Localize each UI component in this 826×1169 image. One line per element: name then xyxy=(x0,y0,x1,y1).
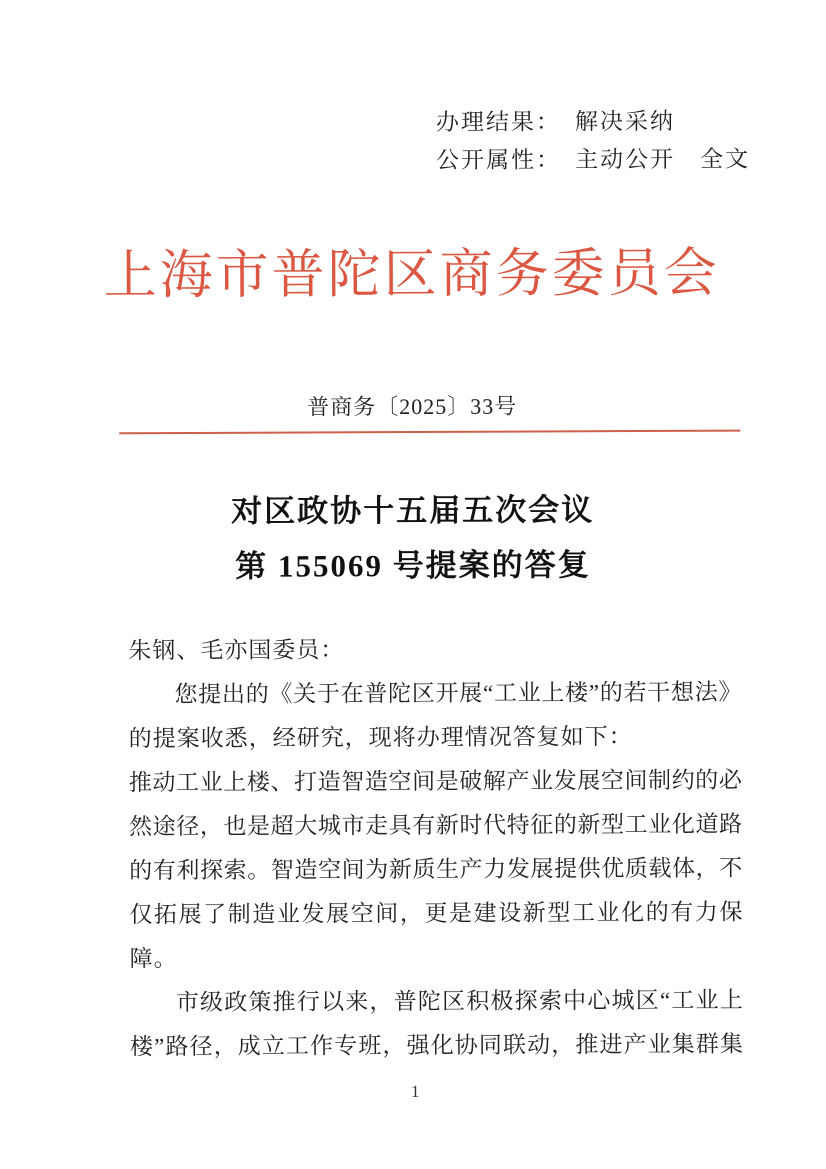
body-line: 仅拓展了制造业发展空间，更是建设新型工业化的有力保 xyxy=(129,899,743,928)
body-line: 楼”路径，成立工作专班，强化协同联动，推进产业集群集 xyxy=(129,1031,744,1060)
document-number: 普商务〔2025〕33号 xyxy=(307,393,518,420)
body-line: 的有利探索。智造空间为新质生产力发展提供优质载体，不 xyxy=(129,855,743,884)
body-line: 您提出的《关于在普陀区开展“工业上楼”的若干想法》 xyxy=(174,679,742,708)
salutation-line: 朱钢、毛亦国委员： xyxy=(128,637,345,664)
body-line: 然途径，也是超大城市走具有新时代特征的新型工业化道路 xyxy=(128,811,743,840)
document-title-line2: 第 155069 号提案的答复 xyxy=(235,547,591,584)
document-title xyxy=(0,481,826,595)
body-line: 的提案收悉，经研究，现将办理情况答复如下： xyxy=(128,724,633,752)
body-line: 障。 xyxy=(129,946,178,972)
org-letterhead-title: 上海市普陀区商务委员会 xyxy=(103,244,720,306)
body-line: 市级政策推行以来，普陀区积极探索中心城区“工业上 xyxy=(175,987,743,1016)
red-divider-rule xyxy=(119,430,740,435)
header-fields xyxy=(436,103,750,180)
publicity-attribute-label: 公开属性： xyxy=(436,147,562,173)
body-text xyxy=(128,627,743,1070)
document-title-line1: 对区政协十五届五次会议 xyxy=(231,492,595,529)
handling-result-value: 解决采纳 xyxy=(574,108,676,135)
header-field-row xyxy=(436,141,750,180)
header-field-row xyxy=(436,103,750,142)
publicity-attribute-value: 主动公开 全文 xyxy=(575,146,751,173)
page-number: 1 xyxy=(410,1081,420,1102)
body-line: 推动工业上楼、打造智造空间是破解产业发展空间制约的必 xyxy=(128,767,742,796)
handling-result-label: 办理结果： xyxy=(435,109,562,135)
